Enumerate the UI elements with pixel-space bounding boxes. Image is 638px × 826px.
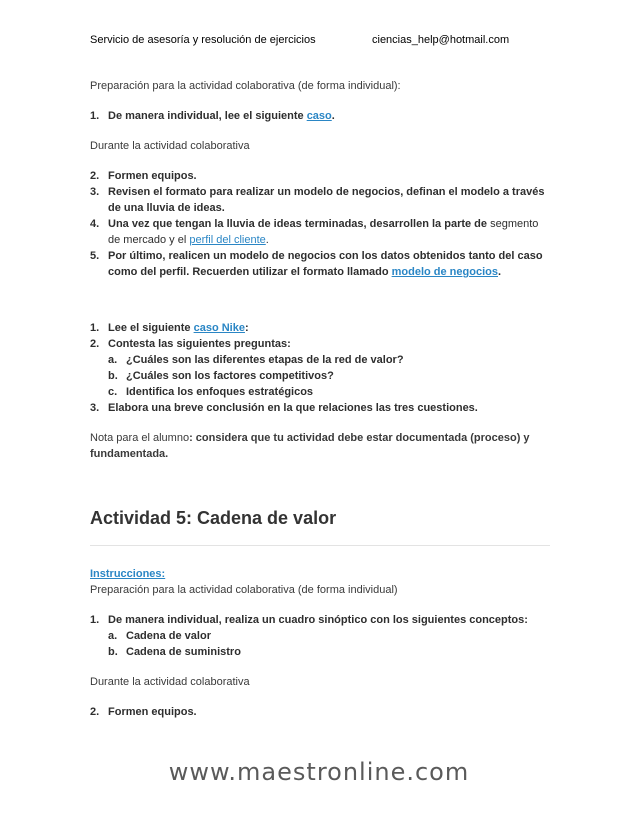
list-item: 1. De manera individual, realiza un cuadro sinóptico con los siguientes conceptos: <box>90 613 528 626</box>
header-email: ciencias_help@hotmail.com <box>372 34 510 46</box>
list-item: 5. Por último, realicen un modelo de negocios con los datos obtenidos tanto del caso como del perfil. Recuerden utilizar el formato llamado modelo de negocios. <box>90 250 543 278</box>
instructions-link[interactable]: Instrucciones: <box>90 567 166 580</box>
header-service-title: Servicio de asesoría y resolución de ejercicios <box>90 34 316 46</box>
student-note: Nota para el alumno: considera que tu actividad debe estar documentada (proceso) y fundamentada. <box>90 432 530 460</box>
section-heading: Actividad 5: Cadena de valor <box>90 508 337 528</box>
caso-nike-link[interactable]: caso Nike <box>193 322 245 334</box>
page-header <box>90 34 548 50</box>
sub-list-item: a. Cadena de valor <box>108 629 211 642</box>
during-text: Durante la actividad colaborativa <box>90 675 250 688</box>
list-item: 1. Lee el siguiente caso Nike: <box>90 322 249 334</box>
during-text: Durante la actividad colaborativa <box>90 140 250 152</box>
list-item: 1. De manera individual, lee el siguiente caso. <box>90 110 335 122</box>
sub-list-item: b. ¿Cuáles son los factores competitivos? <box>108 370 334 382</box>
caso-link[interactable]: caso <box>306 110 332 122</box>
list-item: 3. Revisen el formato para realizar un modelo de negocios, definan el modelo a través de una lluvia de ideas. <box>90 186 545 214</box>
list-item: 4. Una vez que tengan la lluvia de ideas terminadas, desarrollen la parte de segmento de mercado y el perfil del cliente. <box>90 218 539 246</box>
footer-website: www.maestronline.com <box>168 758 470 786</box>
perfil-cliente-link[interactable]: perfil del cliente <box>189 234 266 246</box>
sub-list-item: a. ¿Cuáles son las diferentes etapas de la red de valor? <box>108 354 404 366</box>
modelo-negocios-link[interactable]: modelo de negocios <box>391 266 498 278</box>
list-item: 3. Elabora una breve conclusión en la que relaciones las tres cuestiones. <box>90 402 478 414</box>
list-item: 2. Formen equipos. <box>90 170 197 182</box>
document-body <box>90 78 550 720</box>
prep-text: Preparación para la actividad colaborativa (de forma individual) <box>90 583 398 596</box>
prep-text: Preparación para la actividad colaborativa (de forma individual): <box>90 80 401 92</box>
list-item: 2. Formen equipos. <box>90 705 197 718</box>
sub-list-item: c. Identifica los enfoques estratégicos <box>108 386 314 398</box>
list-item: 2. Contesta las siguientes preguntas: <box>90 338 291 350</box>
sub-list-item: b. Cadena de suministro <box>108 645 241 658</box>
